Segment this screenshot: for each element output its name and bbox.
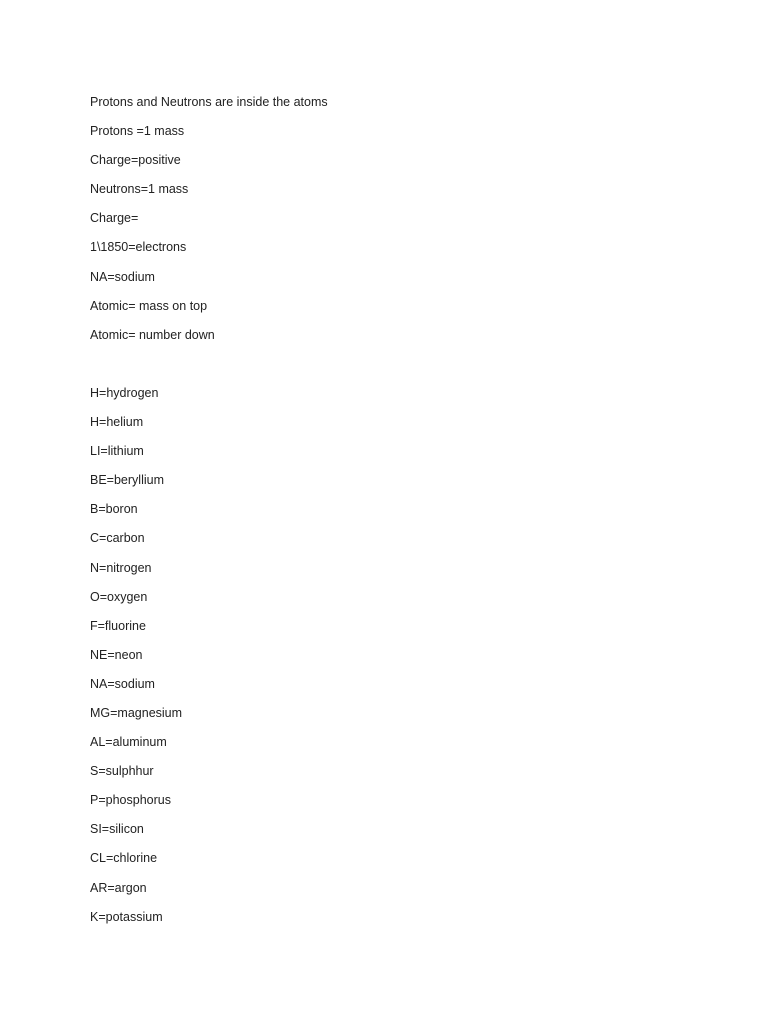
element-line: H=hydrogen [90,385,159,400]
element-line: P=phosphorus [90,793,171,808]
element-line: S=sulphhur [90,764,154,779]
element-line: LI=lithium [90,444,144,459]
element-line: H=helium [90,415,144,430]
document-line: 1\1850=electrons [90,240,187,255]
element-line: CL=chlorine [90,851,158,866]
element-line: O=oxygen [90,589,148,604]
element-line: AR=argon [90,880,147,895]
document-line: Protons and Neutrons are inside the atoms [90,95,328,109]
element-line: AL=aluminum [90,735,167,750]
document-line: Charge=positive [90,153,181,168]
document-line: Neutrons=1 mass [90,182,189,197]
element-line: F=fluorine [90,618,146,633]
element-line: SI=silicon [90,822,144,837]
element-line: MG=magnesium [90,705,183,720]
element-line: C=carbon [90,531,145,546]
element-line: K=potassium [90,909,163,924]
element-line: NA=sodium [90,676,155,691]
document-line: Atomic= number down [90,327,215,342]
document-line: NA=sodium [90,269,155,284]
document-line: Charge= [90,211,139,226]
element-line: N=nitrogen [90,560,152,575]
document-body [90,92,690,936]
element-line: B=boron [90,502,138,517]
element-line: NE=neon [90,647,143,662]
document-line: Atomic= mass on top [90,298,208,313]
document-line: Protons =1 mass [90,124,185,139]
blank-line [90,354,690,383]
element-line: BE=beryllium [90,473,164,488]
